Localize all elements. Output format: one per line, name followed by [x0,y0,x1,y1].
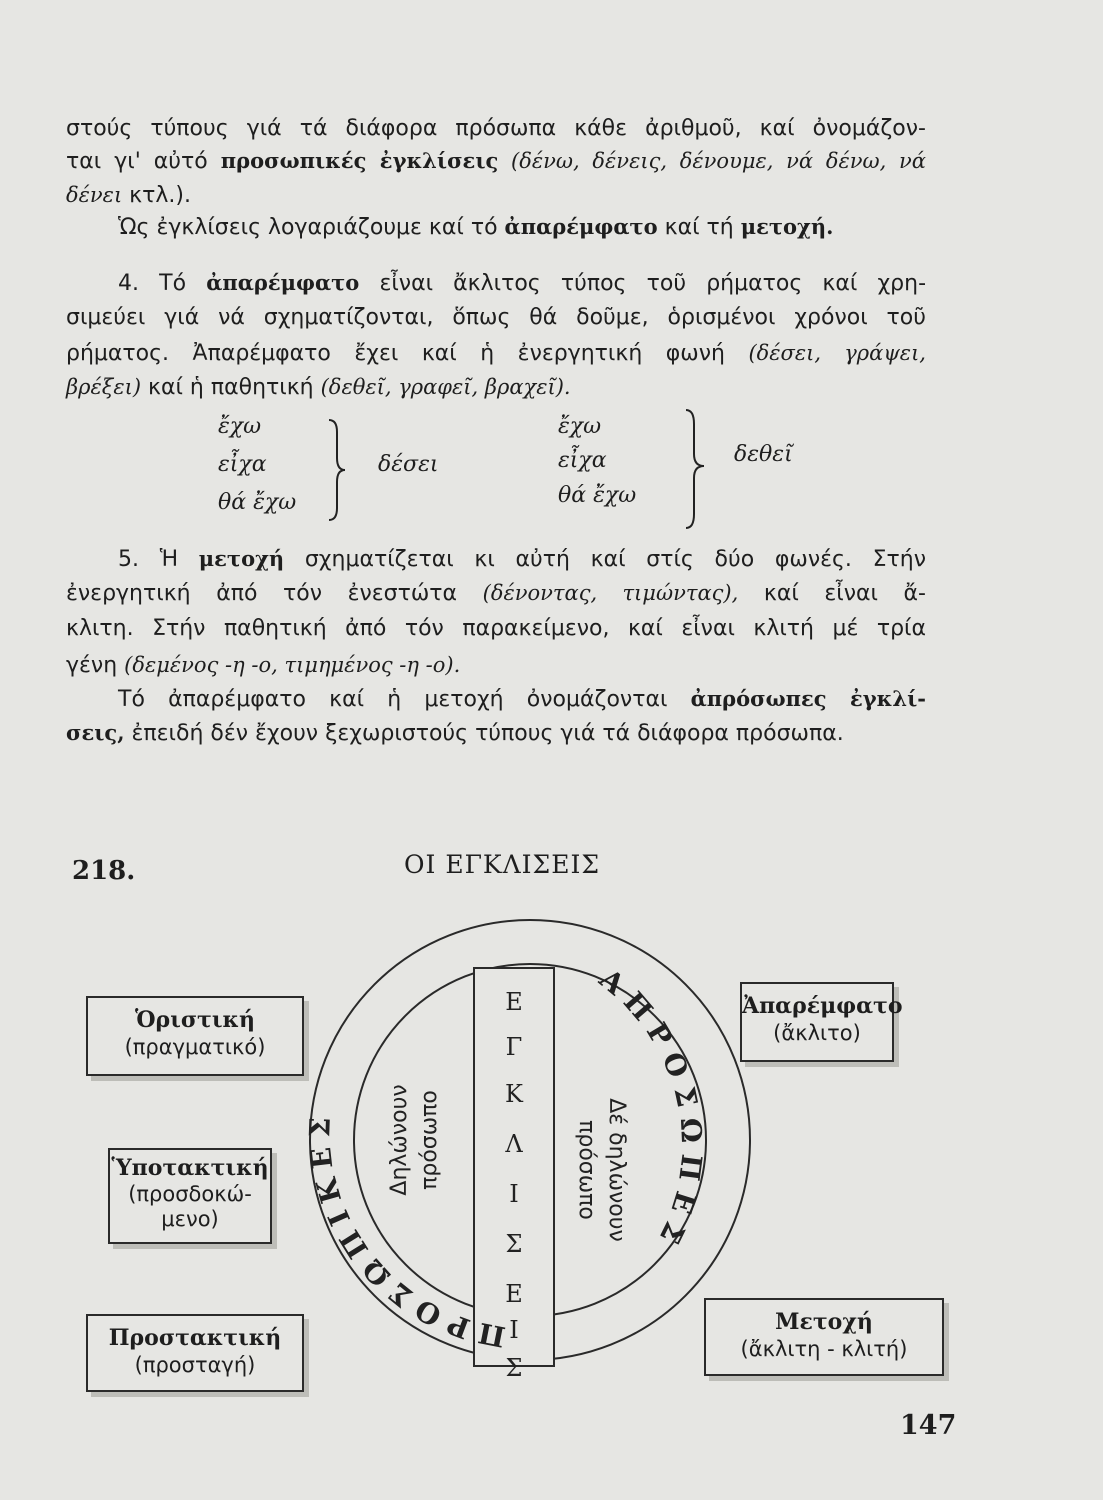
box-name: Ὁριστική [135,1007,255,1033]
box-desc: (ἄκλιτο) [773,1021,861,1045]
italic-example: (δένοντας, τιμώντας), [482,581,739,605]
box-desc: (προσδοκώ- [128,1182,252,1206]
italic-example: δένει [66,183,123,207]
section-title: ΟΙ ΕΓΚΛΙΣΕΙΣ [404,850,600,879]
bold-term: μετοχή [198,546,285,571]
text-run: γένη [66,653,125,678]
conj-left-3: θά ἔχω [218,490,297,515]
text-run: ἐνεργητική ἀπό τόν ἐνεστώτα [66,581,483,606]
conj-right-3: θά ἔχω [558,483,637,508]
conj-left-1: ἔχω [218,414,262,439]
left-inner-line-1: Δηλώνουν [387,1084,412,1196]
text-run: 5. Ἡ [118,547,199,572]
italic-example: (δεθεῖ, γραφεῖ, βραχεῖ). [320,375,571,399]
center-letter: Γ [505,1033,523,1061]
center-letter: Λ [505,1130,523,1158]
right-inner-line-2: πρόσωπο [574,1120,599,1220]
box-desc: μενο) [161,1207,219,1231]
text-run: σιμεύει γιά νά σχηματίζονται, ὅπως θά δοῦμε, ὁρισμένοι χρόνοι τοῦ [66,305,926,330]
box-desc: (ἄκλιτη - κλιτή) [740,1337,908,1361]
bold-term: ἀπαρέμφατο [206,270,360,295]
italic-example: (δέσει, γράψει, [748,341,926,365]
text-run: Ὡς ἐγκλίσεις λογαριάζουμε καί τό [118,215,505,240]
text-run: καί ἡ παθητική [141,375,321,400]
page-number: 147 [900,1410,957,1441]
conj-left-form: δέσει [378,452,439,477]
box-infinitive [740,982,903,1062]
box-indicative [86,996,304,1076]
center-letter: Σ [505,1230,523,1258]
center-letter: Ι [509,1316,519,1344]
box-imperative [86,1314,304,1392]
text-run: εἶναι ἄκλιτος τύπος τοῦ ρήματος καί χρη- [359,271,927,296]
box-name: Μετοχή [775,1309,873,1335]
text-run: καί εἶναι ἄ- [738,581,926,606]
conj-right-form: δεθεῖ [734,442,793,467]
text-run: στούς τύπους γιά τά διάφορα πρόσωπα κάθε ἀριθμοῦ, καί ὀνομάζον- [66,116,926,141]
text-run: ται γι' αὐτό [66,149,221,174]
text-run: ρήματος. Ἀπαρέμφατο ἔχει καί ἡ ἐνεργητική φωνή [66,341,749,366]
center-letter: Σ [505,1354,523,1382]
center-letter: Ι [509,1180,519,1208]
center-letter: Ε [505,988,523,1016]
box-subjunctive [108,1148,272,1244]
italic-example: βρέξει) [66,375,142,399]
box-name: Προστακτική [108,1325,282,1351]
italic-example: (δένω, δένεις, δένουμε, νά δένω, νά [498,149,926,173]
right-inner-line-1: Δέ δηλώνουν [604,1098,629,1242]
box-name: Ὑποτακτική [111,1155,269,1181]
left-inner-line-2: πρόσωπο [417,1090,442,1190]
text-run: σχηματίζεται κι αὐτή καί στίς δύο φωνές. Στήν [284,547,926,572]
bold-term: προσωπικές ἐγκλίσεις [220,148,499,173]
bold-term: σεις, [66,720,125,745]
text-run: Τό ἀπαρέμφατο καί ἡ μετοχή ὀνομάζονται [118,687,691,712]
bold-term: ἀπρόσωπες ἐγκλί- [690,686,926,711]
text-run: ἐπειδή δέν ἔχουν ξεχωριστούς τύπους γιά τά διάφορα πρόσωπα. [124,721,844,746]
conj-right-2: εἶχα [558,448,607,473]
text-run: καί τή [657,215,741,240]
box-participle [704,1298,944,1376]
text-run: κλιτη. Στήν παθητική ἀπό τόν παρακείμενο, καί εἶναι κλιτή μέ τρία [66,616,926,641]
box-name: Ἀπαρέμφατο [742,993,903,1019]
conj-right-1: ἔχω [558,414,602,439]
center-letter: Κ [505,1080,523,1108]
bold-term: ἀπαρέμφατο [504,214,658,239]
left-ring-textpath: ΠΡΟΣΩΠΙΚΕΣ [303,1107,508,1354]
italic-example: (δεμένος -η -ο, τιμημένος -η -ο). [124,653,461,677]
right-ring-textpath: ΑΠΡΟΣΩΠΕΣ [593,962,709,1258]
bold-term: μετοχή. [740,214,834,239]
center-letter: Ε [505,1280,523,1308]
conj-left-2: εἶχα [218,452,267,477]
text-run: κτλ.). [122,183,191,208]
box-desc: (πραγματικό) [124,1035,266,1059]
section-number: 218. [72,856,136,886]
box-desc: (προσταγή) [134,1353,256,1377]
text-run: 4. Τό [118,271,207,296]
